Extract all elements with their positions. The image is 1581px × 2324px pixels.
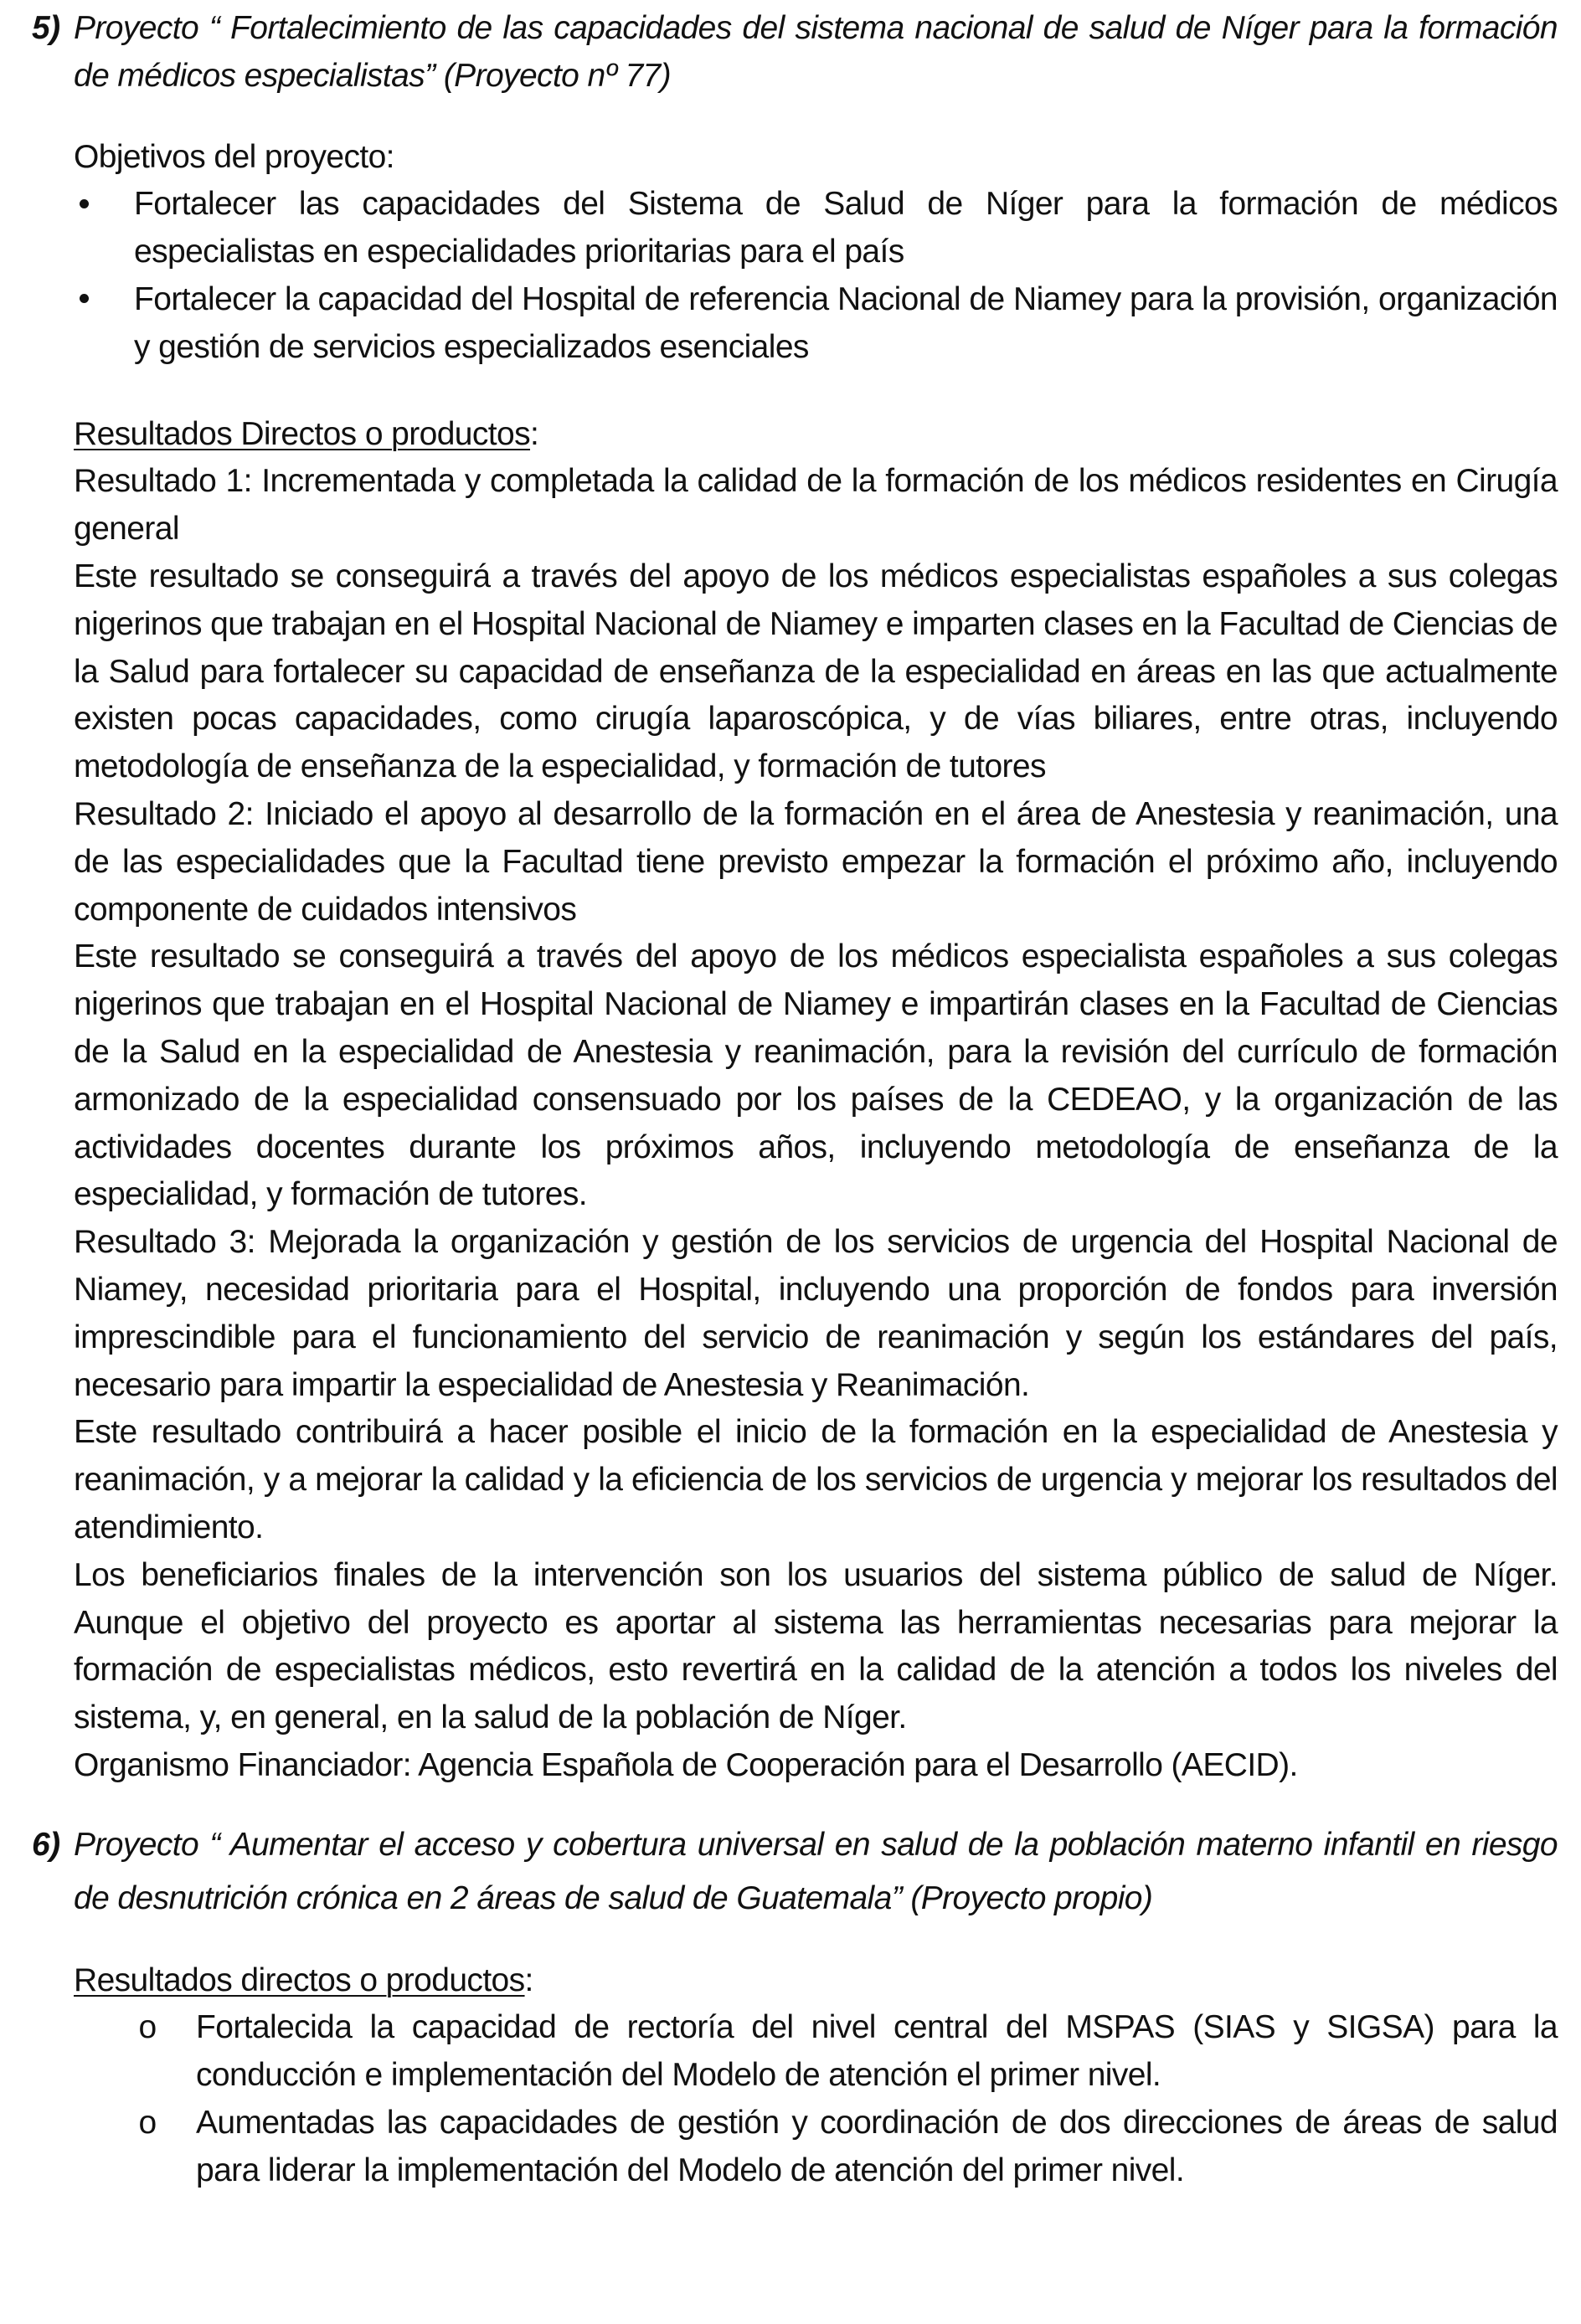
section-title: Proyecto “ Aumentar el acceso y cobertura universal en salud de la población materno infantil en riesgo de desnutrición crónica en 2 áreas de salud de Guatemala” (Proyecto propio) xyxy=(74,1826,1558,1916)
paragraph: Este resultado contribuirá a hacer posible el inicio de la formación en la especialidad de Anestesia y reanimación, y a mejorar la calidad y la eficiencia de los servicios de urgencia y mejorar los resultados del atendimiento. xyxy=(74,1414,1558,1545)
section-6 xyxy=(32,1818,1558,2195)
section-number: 6) xyxy=(32,1826,60,1863)
results-heading: Resultados Directos o productos: xyxy=(74,415,539,452)
paragraph: Resultado 3: Mejorada la organización y gestión de los servicios de urgencia del Hospital Nacional de Niamey, necesidad prioritaria para el Hospital, incluyendo una proporción de fondos para inversión imprescindible para el funcionamiento del servicio de reanimación y según los estándares del país, necesario para impartir la especialidad de Anestesia y Reanimación. xyxy=(74,1224,1558,1403)
results-heading: Resultados directos o productos: xyxy=(74,1962,533,1998)
list-item: o Fortalecida la capacidad de rectoría del nivel central del MSPAS (SIAS y SIGSA) para la conducción e implementación del Modelo de atención el primer nivel. xyxy=(127,2004,1558,2100)
paragraph: Resultado 1: Incrementada y completada la calidad de la formación de los médicos residentes en Cirugía general xyxy=(74,463,1558,548)
document-page xyxy=(32,0,1558,2195)
circle-bullet-icon: o xyxy=(138,2009,157,2046)
funding-line: Organismo Financiador: Agencia Española de Cooperación para el Desarrollo (AECID). xyxy=(74,1746,1298,1783)
paragraph: Resultado 2: Iniciado el apoyo al desarrollo de la formación en el área de Anestesia y reanimación, una de las especialidades que la Facultad tiene previsto empezar la formación el próximo año, incluyendo componente de cuidados intensivos xyxy=(74,795,1558,928)
paragraph: Los beneficiarios finales de la intervención son los usuarios del sistema público de salud de Níger. Aunque el objetivo del proyecto es aportar al sistema las herramientas necesarias para mejorar la formación de especialistas médicos, esto revertirá en la calidad de la atención a todos los niveles del sistema, y, en general, en la salud de la población de Níger. xyxy=(74,1556,1558,1736)
paragraph: Este resultado se conseguirá a través del apoyo de los médicos especialistas españoles a sus colegas nigerinos que trabajan en el Hospital Nacional de Niamey e imparten clases en la Facultad de Ciencias de la Salud para fortalecer su capacidad de enseñanza de la especialidad en áreas en las que actualmente existen pocas capacidades, como cirugía laparoscópica, y de vías biliares, entre otras, incluyendo metodología de enseñanza de la especialidad, y formación de tutores xyxy=(74,558,1558,785)
bullet-icon xyxy=(74,181,94,229)
section-5 xyxy=(32,5,1558,1790)
list-item: Fortalecer las capacidades del Sistema de Salud de Níger para la formación de médicos especialistas en especialidades prioritarias para el país xyxy=(74,181,1558,276)
results-list xyxy=(74,2004,1558,2194)
objectives-heading: Objetivos del proyecto: xyxy=(74,138,394,175)
paragraph: Este resultado se conseguirá a través del apoyo de los médicos especialista españoles a sus colegas nigerinos que trabajan en el Hospital Nacional de Niamey e impartirán clases en la Facultad de Ciencias de la Salud en la especialidad de Anestesia y reanimación, para la revisión del currículo de formación armonizado de la especialidad consensuado por los países de la CEDEAO, y la organización de las actividades docentes durante los próximos años, incluyendo metodología de enseñanza de la especialidad, y formación de tutores. xyxy=(74,938,1558,1213)
circle-bullet-icon: o xyxy=(138,2105,157,2141)
bullet-icon xyxy=(74,276,94,324)
section-number: 5) xyxy=(32,10,60,46)
section-title: Proyecto “ Fortalecimiento de las capacidades del sistema nacional de salud de Níger para la formación de médicos especialistas” (Proyecto nº 77) xyxy=(74,10,1558,94)
objectives-list xyxy=(74,181,1558,371)
list-item: o Aumentadas las capacidades de gestión y coordinación de dos direcciones de áreas de salud para liderar la implementación del Modelo de atención del primer nivel. xyxy=(127,2100,1558,2195)
list-item: Fortalecer la capacidad del Hospital de referencia Nacional de Niamey para la provisión, organización y gestión de servicios especializados esenciales xyxy=(74,276,1558,372)
